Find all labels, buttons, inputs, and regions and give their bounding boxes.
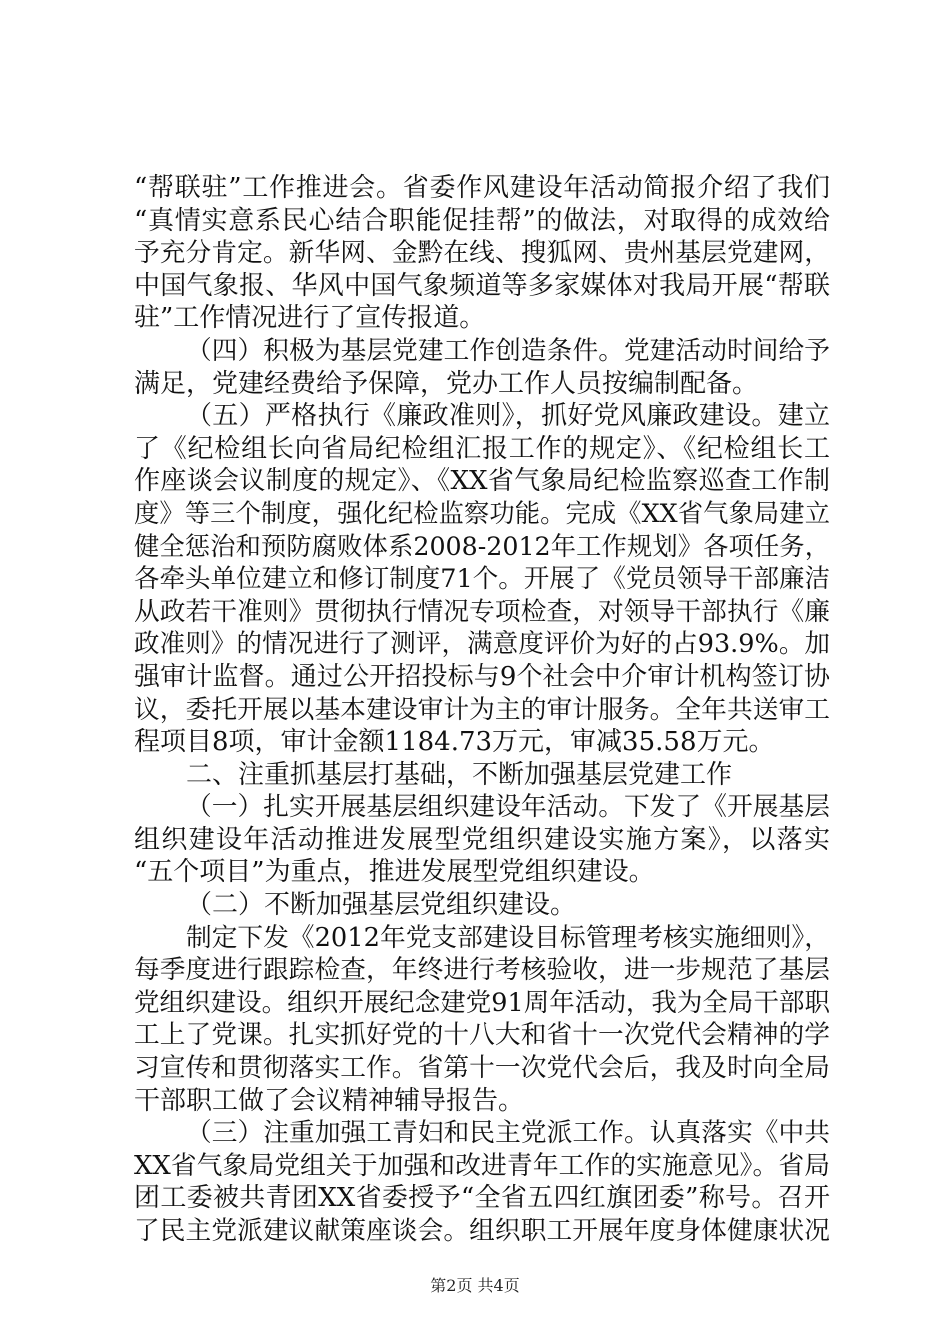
- text-line: 议，委托开展以基本建设审计为主的审计服务。全年共送审工: [134, 694, 830, 725]
- document-body: [134, 172, 830, 1248]
- paragraph: [134, 335, 830, 400]
- text-line: 干部职工做了会议精神辅导报告。: [134, 1085, 525, 1116]
- text-line: 各牵头单位建立和修订制度71个。开展了《党员领导干部廉洁: [134, 564, 830, 595]
- text-line: 健全惩治和预防腐败体系2008-2012年工作规划》各项任务，: [134, 531, 830, 561]
- text-line: （四）积极为基层党建工作创造条件。党建活动时间给予: [186, 335, 830, 366]
- text-line: 驻”工作情况进行了宣传报道。: [134, 303, 486, 334]
- paragraph: [134, 400, 830, 759]
- text-line: （五）严格执行《廉政准则》，抓好党风廉政建设。建立: [186, 401, 830, 432]
- text-line: 满足，党建经费给予保障，党办工作人员按编制配备。: [134, 368, 759, 399]
- text-line: 度》等三个制度，强化纪检监察功能。完成《XX省气象局建立: [134, 498, 830, 528]
- text-line: XX省气象局党组关于加强和改进青年工作的实施意见》。省局: [134, 1150, 830, 1181]
- text-line: 作座谈会议制度的规定》、《XX省气象局纪检监察巡查工作制: [134, 466, 830, 497]
- paragraph: [134, 889, 830, 922]
- text-line: 政准则》的情况进行了测评，满意度评价为好的占93.9%。加: [134, 629, 830, 660]
- text-line: “帮联驻”工作推进会。省委作风建设年活动简报介绍了我们: [134, 173, 830, 203]
- text-line: 工上了党课。扎实抓好党的十八大和省十一次党代会精神的学: [134, 1020, 830, 1051]
- paragraph: [134, 759, 830, 792]
- paragraph: [134, 172, 830, 335]
- text-line: 组织建设年活动推进发展型党组织建设实施方案》，以落实: [134, 824, 830, 855]
- text-line: 程项目8项，审计金额1184.73万元，审减35.58万元。: [134, 727, 775, 758]
- paragraph: [134, 1117, 830, 1247]
- text-line: 从政若干准则》贯彻执行情况专项检查，对领导干部执行《廉: [134, 596, 830, 627]
- text-line: （一）扎实开展基层组织建设年活动。下发了《开展基层: [186, 792, 830, 823]
- text-line: 了民主党派建议献策座谈会。组织职工开展年度身体健康状况: [134, 1216, 830, 1246]
- text-line: 二、注重抓基层打基础，不断加强基层党建工作: [186, 759, 733, 790]
- text-line: 中国气象报、华风中国气象频道等多家媒体对我局开展“帮联: [134, 270, 830, 301]
- text-line: “真情实意系民心结合职能促挂帮”的做法，对取得的成效给: [134, 205, 830, 236]
- text-line: 予充分肯定。新华网、金黔在线、搜狐网、贵州基层党建网，: [134, 238, 830, 269]
- text-line: 制定下发《2012年党支部建设目标管理考核实施细则》，: [186, 922, 830, 953]
- paragraph: [134, 922, 830, 1118]
- paragraph: [134, 791, 830, 889]
- text-line: （二）不断加强基层党组织建设。: [186, 890, 577, 921]
- text-line: 团工委被共青团XX省委授予“全省五四红旗团委”称号。召开: [134, 1183, 830, 1214]
- text-line: 了《纪检组长向省局纪检组汇报工作的规定》、《纪检组长工: [134, 433, 830, 464]
- text-line: 习宣传和贯彻落实工作。省第十一次党代会后，我及时向全局: [134, 1053, 830, 1084]
- text-line: 每季度进行跟踪检查，年终进行考核验收，进一步规范了基层: [134, 955, 830, 986]
- text-line: 党组织建设。组织开展纪念建党91周年活动，我为全局干部职: [134, 987, 830, 1018]
- text-line: （三）注重加强工青妇和民主党派工作。认真落实《中共: [186, 1118, 830, 1149]
- text-line: “五个项目”为重点，推进发展型党组织建设。: [134, 857, 655, 888]
- page-footer: 第2页 共4页: [430, 1276, 520, 1295]
- text-line: 强审计监督。通过公开招投标与9个社会中介审计机构签订协: [134, 661, 830, 692]
